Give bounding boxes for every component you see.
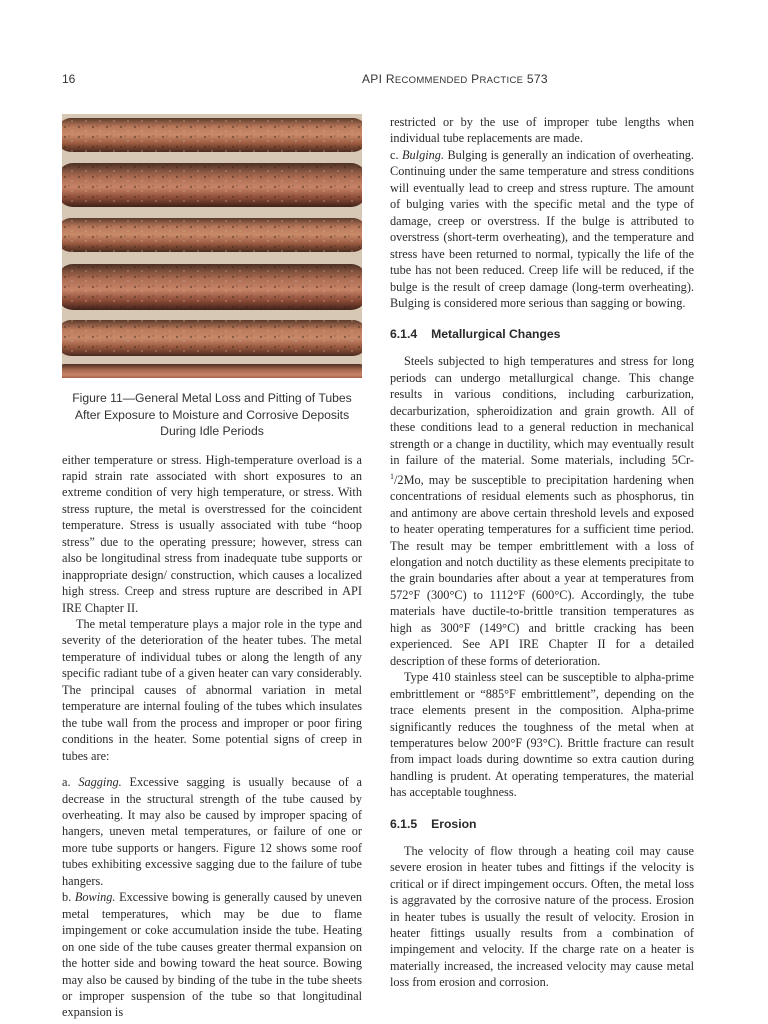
body-paragraph: Type 410 stainless steel can be susceptible to alpha-prime embrittlement or “885°F embrittlement”, depending on the trace elements present in the composition. Alpha-prime significantly reduces the toughness of the metal when at temperatures below 200°F (93°C). Brittle fracture can result from impact loads during downtime so extra caution during handling is prudent. At operating temperatures, the material has acceptable toughness.	[390, 670, 694, 800]
right-column	[390, 114, 694, 991]
text-run: /2Mo, may be susceptible to precipitation hardening when concentrations of residual elements such as phosphorus, tin and antimony are above certain threshold levels and exposed to heater operating temperatures for a sufficient time period. The result may be temper embrittlement with a loss of elongation and notch ductility as these elements precipitate to the grain boundaries after about a year at temperatures from 572°F (300°C) to 1112°F (600°C). Accordingly, the tube materials have ductile-to-brittle transition temperatures as high as 300°F (149°C) and brittle cracking has been experienced. See API IRE Chapter II for a detailed description of these forms of deterioration.	[390, 472, 694, 668]
corroded-tubes-photo	[62, 114, 362, 378]
list-marker: a.	[62, 775, 79, 790]
left-column	[62, 114, 362, 1021]
section-number: 6.1.5	[390, 816, 418, 831]
body-paragraph: The velocity of flow through a heating coil may cause severe erosion in heater tubes and fittings if the velocity is critical or if direct impingement occurs. Often, the metal loss is aggravated by the corrosive nature of the process. Erosion in heater tubes is usually the result of velocity. Erosion in heater fittings usually results from a combination of impingement and velocity. If the charge rate on a heater is materially increased, the increased velocity may cause metal loss from erosion and corrosion.	[390, 843, 694, 990]
page-number: 16	[62, 72, 76, 86]
tubes-illustration	[62, 114, 362, 378]
list-marker: b.	[62, 890, 75, 905]
running-title-number: 573	[523, 72, 548, 86]
section-heading-metallurgical-changes	[390, 327, 694, 341]
list-item-text: Excessive sagging is usually because of a decrease in the structural strength of the tube caused by overheating. It may also be caused by improper spacing of hangers, uneven metal temperatures, or failure of one or more tube supports or hangers. Figure 12 shows some roof tubes exhibiting excessive sagging due to the failure of tube hangers.	[62, 775, 362, 888]
body-paragraph: The metal temperature plays a major role in the type and severity of the deterioration of the heater tubes. The metal temperature of individual tubes or along the length of any specific radiant tube of a given heater can vary considerably. The principal causes of abnormal variation in metal temperature are internal fouling of the tubes which insulates the tube wall from the process and improper or poor firing conditions in the heater. Some potential signs of creep in tubes are:	[62, 617, 362, 763]
text-run: Steels subjected to high temperatures and stress for long periods can undergo metallurgical change. This change results in various conditions, including carburization, decarburization, spheroidization and grain growth. All of these conditions lead to a general reduction in mechanical strength or a change in ductility, which may eventually result in failure of the material. Some materials, including 5Cr-	[390, 354, 694, 468]
running-title-smallcaps-2: RACTICE	[479, 75, 524, 86]
list-marker: c.	[390, 147, 402, 162]
running-title-prefix: API R	[362, 72, 395, 86]
section-title: Metallurgical Changes	[431, 327, 561, 342]
body-paragraph	[390, 353, 694, 669]
list-item-bulging	[390, 147, 694, 312]
running-title-smallcaps-1: ECOMMENDED	[394, 75, 468, 86]
list-item-text: Bulging is generally an indication of overheating. Continuing under the same temperature and stress conditions will eventually lead to creep and stress rupture. The amount of bulging varies with the specific metal and the type of damage, creep or overstress. If the bulge is attributed to overstress (short-term overheating), and the temperature and stress have been returned to normal, typically the life of the tube has not been reduced. Creep life will be reduced, if the bulge is the result of creep damage (long-term overheating). Bulging is considered more serious than sagging or bowing.	[390, 147, 694, 310]
list-item-text: Excessive bowing is generally caused by uneven metal temperatures, which may be due to flame impingement or coke accumulation inside the tube. Heating on one side of the tube causes greater thermal expansion on the hotter side and bowing toward the heat source. Bowing may also be caused by binding of the tube in the tube sheets or improper suspension of the tube so that longitudinal expansion is	[62, 890, 362, 1020]
list-item-bowing	[62, 889, 362, 1021]
section-number: 6.1.4	[390, 327, 418, 342]
list-item-label: Sagging.	[78, 775, 122, 790]
body-paragraph: either temperature or stress. High-temperature overload is a rapid strain rate associated with short exposures to an extreme condition of very high temperature, or stress. With stress rupture, the metal is overstressed for the coincident temperature. Stress is usually associated with tube “hoop stress” due to the operating pressure; however, stress can also be longitudinal stress from inadequate tube supports or inappropriate design/ construction, which causes a localized high stress. Creep and stress rupture are described in API IRE Chapter II.	[62, 452, 362, 615]
list-item-label: Bowing.	[74, 890, 116, 905]
body-paragraph: restricted or by the use of improper tube lengths when individual tube replacements are made.	[390, 115, 694, 146]
list-item-label: Bulging.	[402, 147, 445, 162]
figure-caption: Figure 11—General Metal Loss and Pitting of Tubes After Exposure to Moisture and Corrosive Deposits During Idle Periods	[72, 391, 352, 438]
section-heading-erosion	[390, 817, 694, 831]
section-title: Erosion	[431, 816, 477, 831]
running-title	[362, 72, 548, 86]
superscript: 1	[390, 471, 394, 481]
running-title-mid: P	[467, 72, 480, 86]
page-header	[62, 72, 708, 88]
list-item-sagging	[62, 774, 362, 889]
